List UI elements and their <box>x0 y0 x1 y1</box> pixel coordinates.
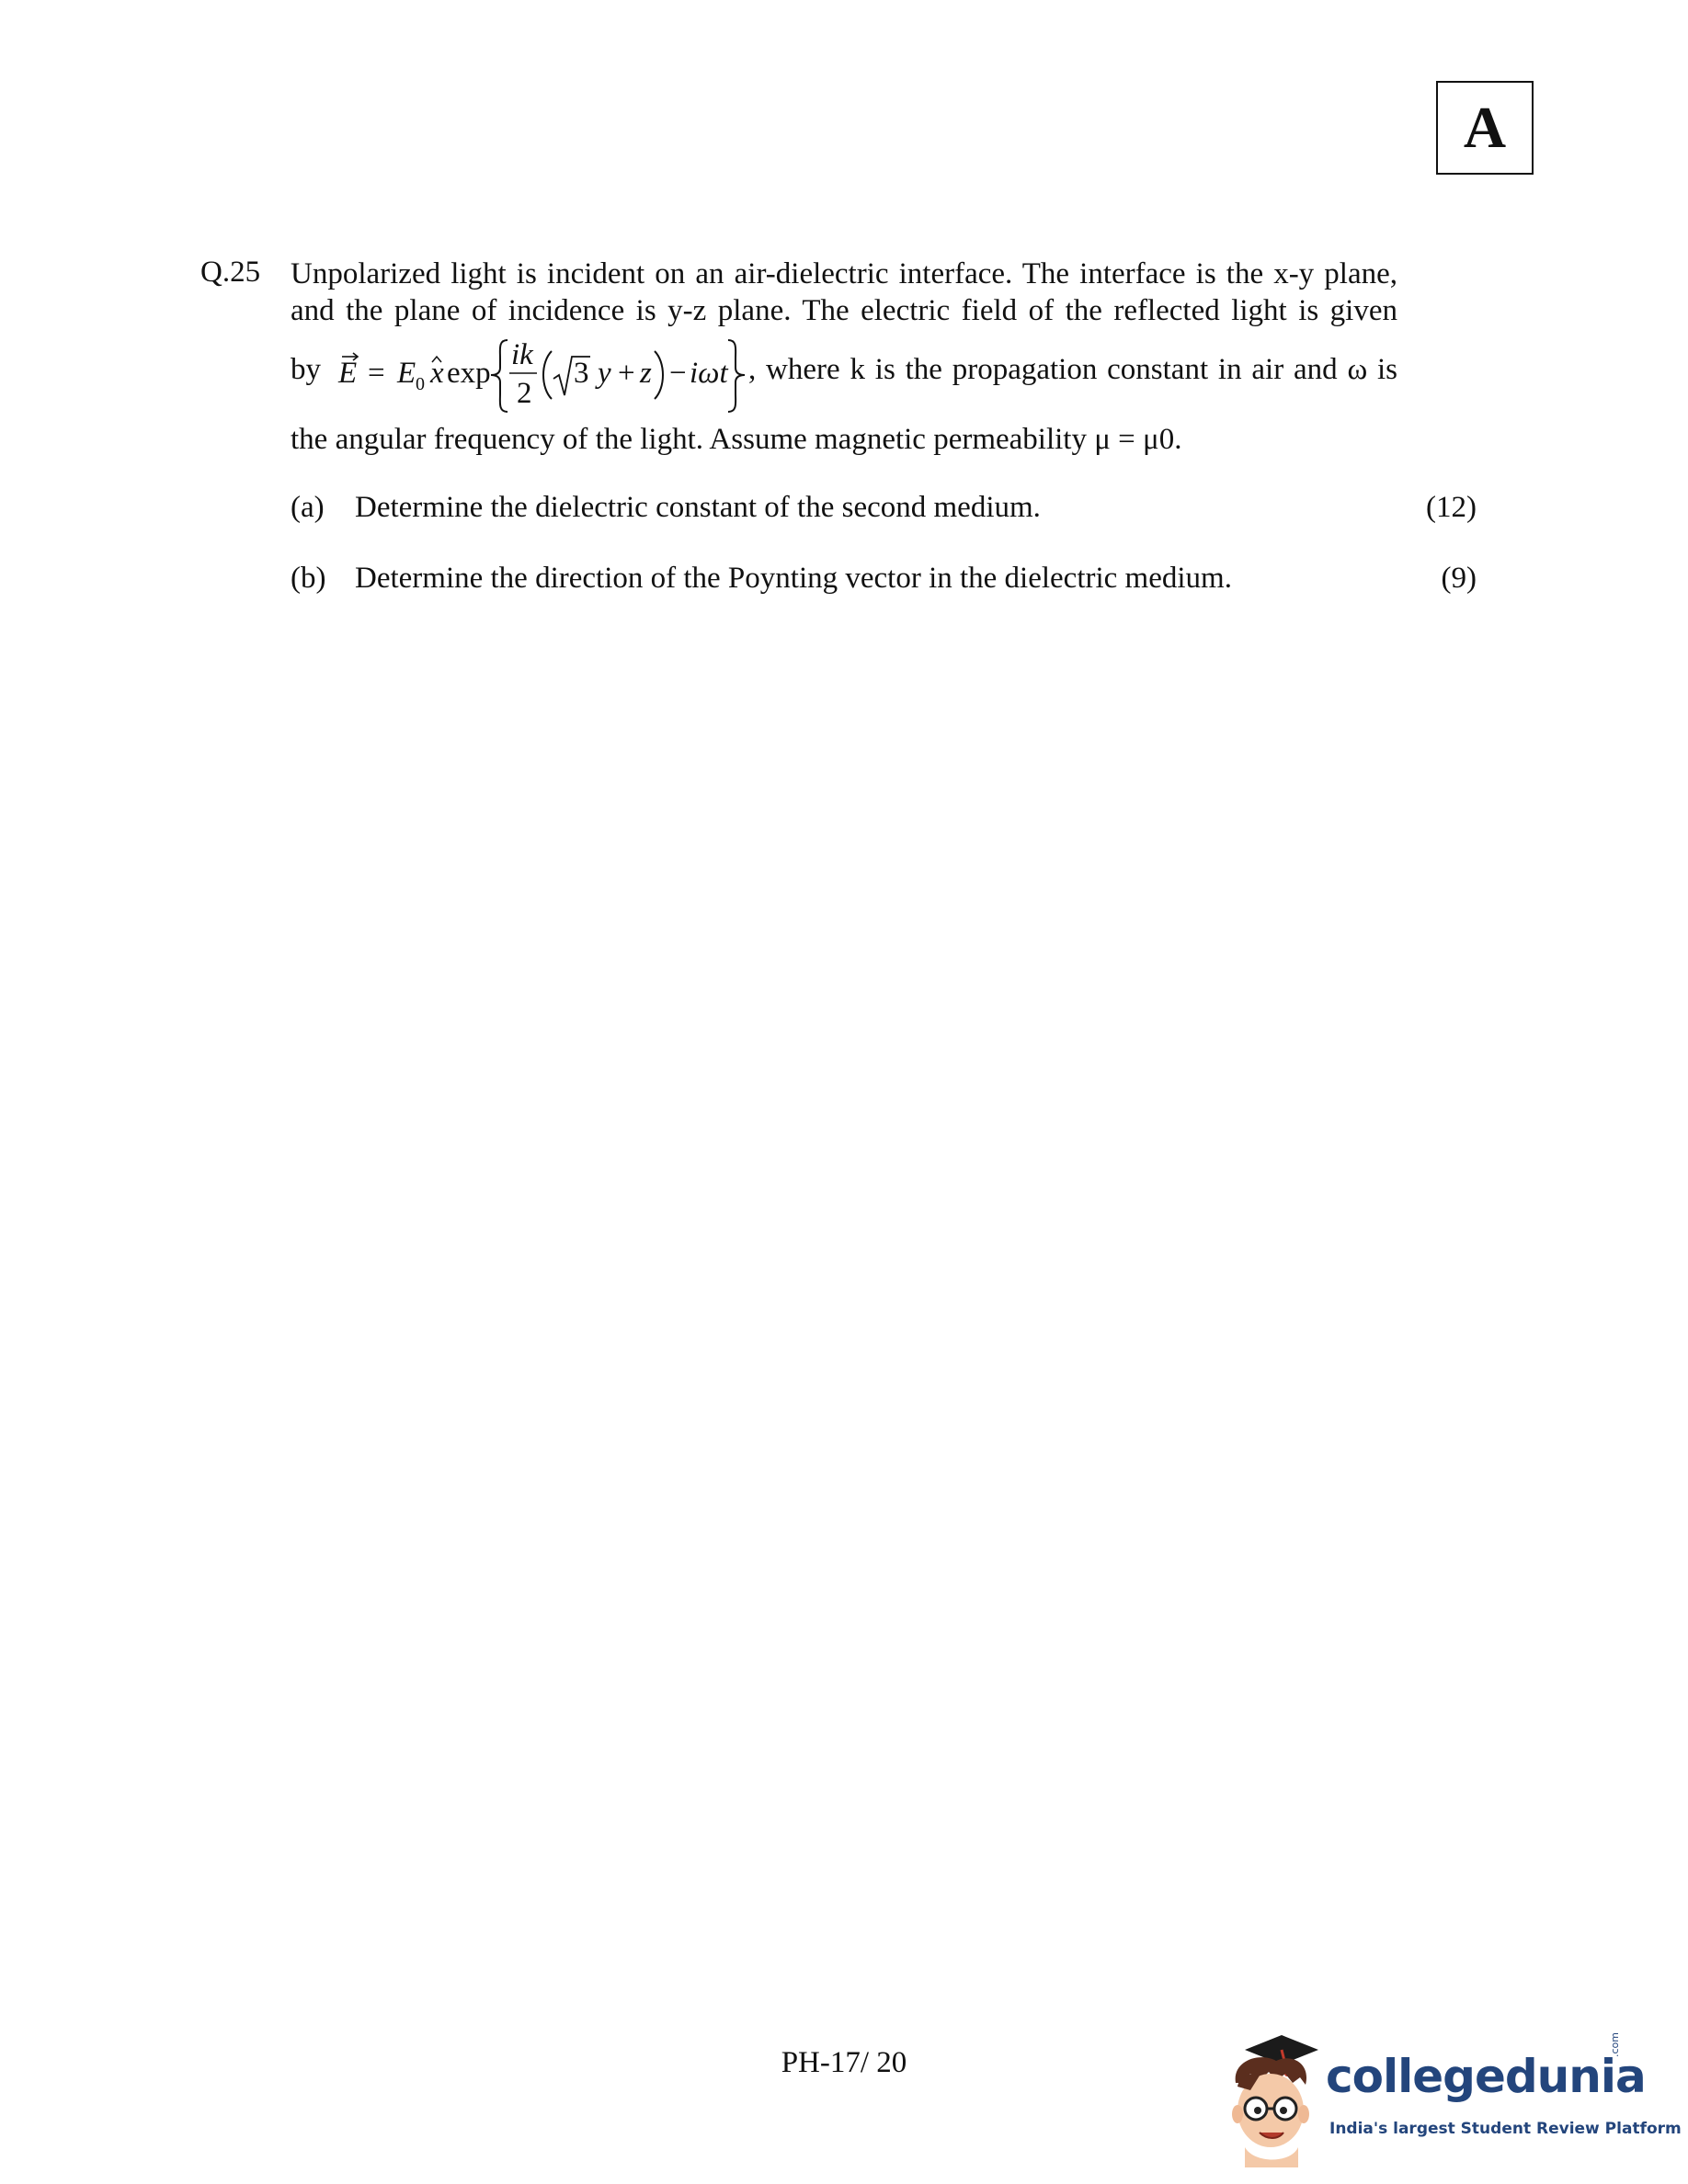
question-line-2: and the plane of incidence is y-z plane. The electric field of the reflected light is given <box>291 294 1397 327</box>
part-a-label: (a) <box>291 491 325 524</box>
paper-code-box <box>1436 81 1534 175</box>
svg-text:E: E <box>338 357 358 390</box>
fraction-numerator: ik <box>511 338 533 371</box>
equation-suffix: , where k is the propagation constant in air and ω is <box>748 353 1397 386</box>
question-number: Q.25 <box>200 256 261 289</box>
part-b-marks: (9) <box>1441 562 1477 595</box>
svg-text:+: + <box>618 357 635 390</box>
svg-text:=: = <box>368 357 385 390</box>
svg-text:z: z <box>640 357 652 390</box>
collegedunia-logo <box>1223 2030 1682 2167</box>
svg-text:−: − <box>669 357 687 390</box>
paper-code: A <box>1463 95 1507 160</box>
equation-prefix: by <box>291 353 321 386</box>
part-a-text: Determine the dielectric constant of the second medium. <box>355 491 1041 524</box>
svg-text:iωt: iωt <box>690 357 728 390</box>
svg-text:3: 3 <box>574 357 589 390</box>
svg-text:0: 0 <box>416 374 425 394</box>
part-b-text: Determine the direction of the Poynting vector in the dielectric medium. <box>355 562 1232 595</box>
svg-text:y: y <box>598 357 611 390</box>
logo-wordmark: collegedunia <box>1326 2050 1646 2103</box>
question-line-4: the angular frequency of the light. Assume magnetic permeability μ = μ0. <box>291 423 1182 456</box>
logo-tagline: India's largest Student Review Platform <box>1329 2120 1682 2138</box>
logo-dotcom: .com <box>1609 2032 1621 2057</box>
equation-line <box>291 331 1397 415</box>
svg-text:exp: exp <box>447 357 491 390</box>
part-a-marks: (12) <box>1426 491 1477 524</box>
mascot-icon <box>1223 2030 1326 2167</box>
fraction-denominator: 2 <box>517 377 532 410</box>
svg-text:x: x <box>430 357 444 390</box>
part-b-label: (b) <box>291 562 326 595</box>
svg-text:E: E <box>397 357 416 390</box>
page-number: PH-17/ 20 <box>781 2046 907 2079</box>
question-line-1: Unpolarized light is incident on an air-dielectric interface. The interface is the x-y plane, <box>291 257 1397 290</box>
